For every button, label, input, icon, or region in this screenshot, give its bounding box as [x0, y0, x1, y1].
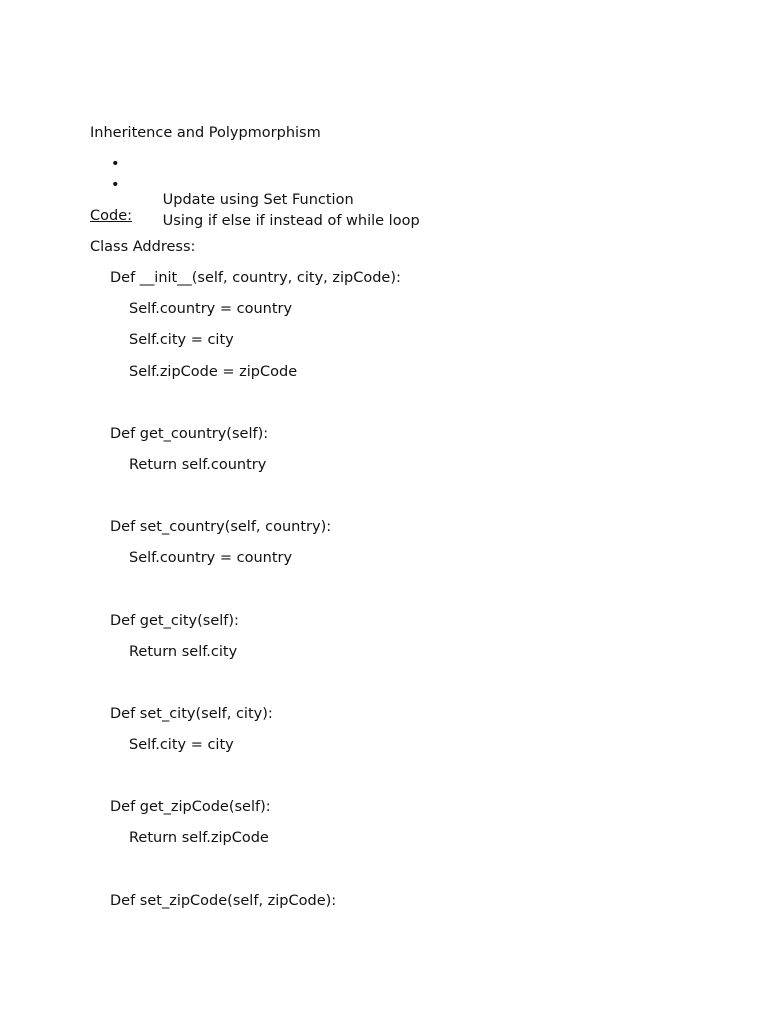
code-line-body: Self.country = country	[129, 301, 293, 317]
bullet-text: Using if else if instead of while loop	[162, 213, 420, 229]
code-line-body: Self.city = city	[129, 332, 234, 348]
code-line-def: Def set_zipCode(self, zipCode):	[110, 893, 337, 909]
code-line-def: Def get_country(self):	[110, 426, 269, 442]
bullet-dot-icon: •	[111, 177, 120, 193]
code-line-def: Def get_city(self):	[110, 613, 239, 629]
code-line-def: Def get_zipCode(self):	[110, 799, 271, 815]
code-line-body: Self.city = city	[129, 737, 234, 753]
code-line-body: Self.country = country	[129, 550, 293, 566]
code-line-def: Def set_city(self, city):	[110, 706, 273, 722]
bullet-text: Update using Set Function	[162, 192, 354, 208]
code-line-def: Def set_country(self, country):	[110, 519, 332, 535]
code-line-class: Class Address:	[90, 239, 196, 255]
document-title: Inheritence and Polypmorphism	[90, 125, 321, 141]
code-line-def: Def __init__(self, country, city, zipCode):	[110, 270, 401, 286]
code-label: Code:	[90, 208, 133, 224]
code-line-body: Return self.zipCode	[129, 830, 269, 846]
code-line-body: Return self.city	[129, 644, 238, 660]
code-line-body: Self.zipCode = zipCode	[129, 364, 298, 380]
bullet-dot-icon: •	[111, 156, 120, 172]
bullet-item	[90, 155, 420, 208]
code-line-body: Return self.country	[129, 457, 267, 473]
